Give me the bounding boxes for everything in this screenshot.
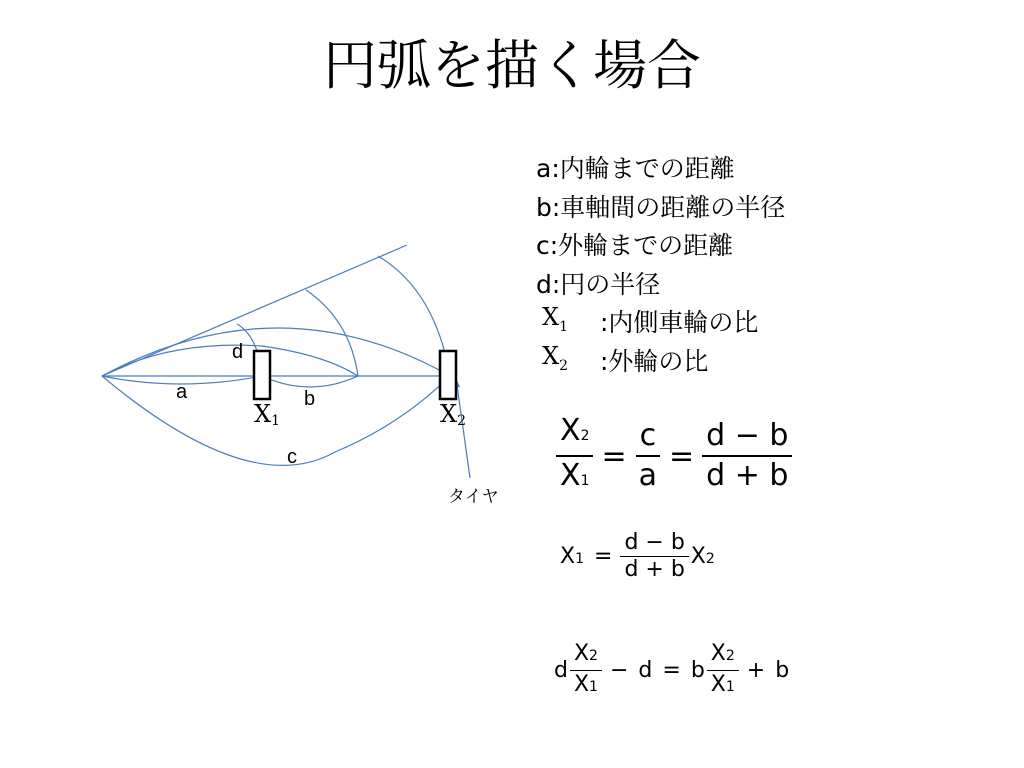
label-x2: X2	[440, 400, 467, 429]
label-b: b	[304, 388, 316, 410]
label-c: c	[287, 446, 297, 468]
wheel-x2	[440, 351, 456, 399]
arc-x1-to-b	[262, 346, 358, 376]
legend-item-a: a:内輪までの距離	[536, 154, 735, 183]
label-a: a	[176, 381, 188, 403]
fraction-eq2: $\frac{d - b}{d + b}$	[620, 530, 688, 583]
wheel-x1	[254, 351, 270, 399]
fraction-c-over-a: $\frac{c}{a}$	[635, 417, 661, 495]
x1-symbol: $X_1$	[542, 303, 569, 335]
equation-x1: X1 = $\frac{d - b}{d + b}$ X2	[560, 530, 715, 582]
label-x1: X1	[254, 400, 281, 429]
legend-item-x2: $X_2$ :外輪の比	[536, 343, 785, 382]
fraction-x2-over-x1: $\frac{X2}{X1}$	[556, 412, 593, 500]
fraction-eq3-left: $\frac{X2}{X1}$	[570, 640, 602, 701]
slide-title: 円弧を描く場合	[323, 34, 701, 97]
fraction-d-minus-b-over-d-plus-b: $\frac{d - b}{d + b}$	[702, 417, 792, 495]
label-d: d	[232, 341, 244, 363]
fraction-eq3-right: $\frac{X2}{X1}$	[707, 640, 739, 701]
equation-ratio: $\frac{X2}{X1}$ = $\frac{c}{a}$ = $\frac{d - b}{d + b}$	[556, 412, 792, 500]
tire-label: タイヤ	[448, 487, 499, 507]
legend-item-c: c:外輪までの距離	[536, 231, 734, 260]
arc-d-radius	[102, 328, 450, 376]
arc-b-lower	[262, 376, 358, 387]
legend-item-x1: $X_1$ :内側車輪の比	[536, 304, 785, 343]
equation-expanded: d $\frac{X2}{X1}$ − d = b $\frac{X2}{X1}$ + b	[552, 640, 791, 701]
legend-item-d: d:円の半径	[536, 269, 661, 299]
x2-symbol: $X_2$	[542, 341, 569, 374]
variable-legend	[536, 150, 785, 381]
legend-item-b: b:車軸間の距離の半径	[536, 192, 786, 222]
